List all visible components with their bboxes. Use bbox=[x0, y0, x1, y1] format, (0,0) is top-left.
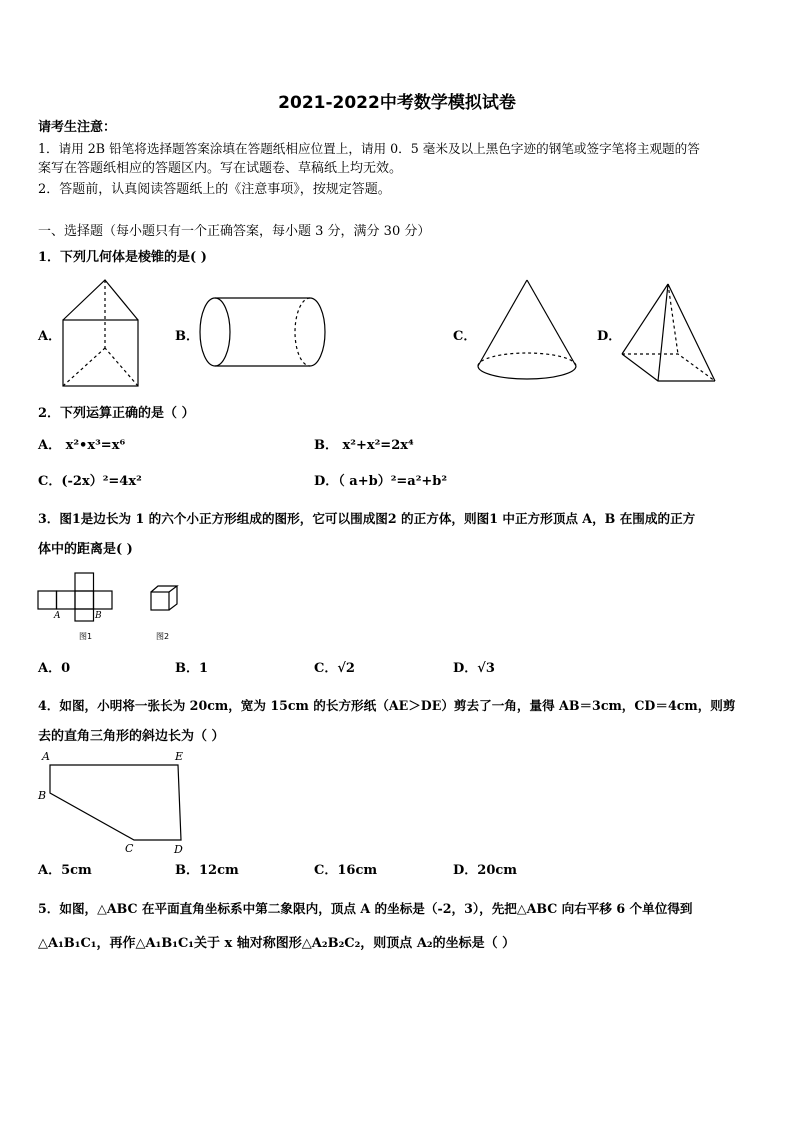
q4-point-a-label: A bbox=[42, 750, 50, 763]
q1-cone-figure bbox=[474, 278, 584, 388]
page-title: 2021-2022中考数学模拟试卷 bbox=[278, 93, 516, 113]
notice-heading: 请考生注意： bbox=[38, 120, 117, 135]
q4-pentagon-figure bbox=[48, 763, 184, 843]
q3-option-d: D．√3 bbox=[453, 661, 495, 676]
q2-option-c: C．(-2x）²=4x² bbox=[38, 474, 142, 489]
q2-option-d: D．（ a+b）²=a²+b² bbox=[314, 474, 448, 489]
question-3-stem-2: 体中的距离是( ) bbox=[38, 542, 133, 557]
question-5-stem-1: 5．如图，△ABC 在平面直角坐标系中第二象限内，顶点 A 的坐标是（-2，3），先把△ABC 向右平移 6 个单位得到 bbox=[38, 901, 693, 916]
q1-option-b-label: B． bbox=[175, 329, 199, 344]
q3-option-b: B．1 bbox=[175, 661, 209, 676]
q3-cube-figure bbox=[150, 585, 180, 611]
notice-line-2: 2．答题前，认真阅读答题纸上的《注意事项》，按规定答题。 bbox=[38, 182, 391, 197]
q4-point-d-label: D bbox=[174, 843, 183, 856]
q1-cylinder-figure bbox=[198, 296, 328, 370]
q3-vertex-a-label: A bbox=[54, 611, 61, 621]
q4-point-b-label: B bbox=[38, 789, 47, 802]
q1-prism-figure bbox=[58, 278, 143, 390]
notice-line-1b: 案写在答题纸相应的答题区内。写在试题卷、草稿纸上均无效。 bbox=[38, 161, 403, 176]
question-2-stem: 2．下列运算正确的是（ ） bbox=[38, 406, 195, 421]
q3-figure-2-caption: 图2 bbox=[156, 632, 170, 641]
q4-option-b: B．12cm bbox=[175, 863, 239, 878]
q3-vertex-b-label: B bbox=[95, 611, 102, 621]
q3-cube-net-figure bbox=[38, 572, 118, 622]
question-5-stem-2: △A₁B₁C₁，再作△A₁B₁C₁关于 x 轴对称图形△A₂B₂C₂，则顶点 A₂的坐标是（ ） bbox=[38, 936, 516, 951]
q1-option-c-label: C． bbox=[453, 329, 477, 344]
question-3-stem-1: 3．图1是边长为 1 的六个小正方形组成的图形，它可以围成图2 的正方体，则图1 中正方形顶点 A，B 在围成的正方 bbox=[38, 511, 696, 526]
question-1-stem: 1．下列几何体是棱锥的是( ) bbox=[38, 250, 207, 265]
q1-pyramid-figure bbox=[620, 282, 720, 387]
q2-option-a: A． x²•x³=x⁶ bbox=[38, 438, 126, 453]
q4-option-a: A．5cm bbox=[38, 863, 92, 878]
q1-option-d-label: D． bbox=[597, 329, 622, 344]
q3-option-a: A．0 bbox=[38, 661, 71, 676]
q2-option-b: B． x²+x²=2x⁴ bbox=[314, 438, 414, 453]
q3-figure-1-caption: 图1 bbox=[79, 632, 93, 641]
question-4-stem-2: 去的直角三角形的斜边长为（ ） bbox=[38, 729, 225, 744]
q4-point-e-label: E bbox=[175, 750, 184, 763]
q4-option-d: D．20cm bbox=[453, 863, 518, 878]
q1-option-a-label: A． bbox=[38, 329, 62, 344]
q3-option-c: C．√2 bbox=[314, 661, 355, 676]
question-4-stem-1: 4．如图，小明将一张长为 20cm，宽为 15cm 的长方形纸（AE＞DE）剪去了一角，量得 AB＝3cm，CD＝4cm，则剪 bbox=[38, 698, 736, 713]
notice-line-1a: 1．请用 2B 铅笔将选择题答案涂填在答题纸相应位置上，请用 0．5 毫米及以上黑色字迹的钢笔或签字笔将主观题的答 bbox=[38, 141, 700, 156]
q4-point-c-label: C bbox=[125, 842, 134, 855]
section-heading: 一、选择题（每小题只有一个正确答案，每小题 3 分，满分 30 分） bbox=[38, 224, 431, 239]
q4-option-c: C．16cm bbox=[314, 863, 378, 878]
